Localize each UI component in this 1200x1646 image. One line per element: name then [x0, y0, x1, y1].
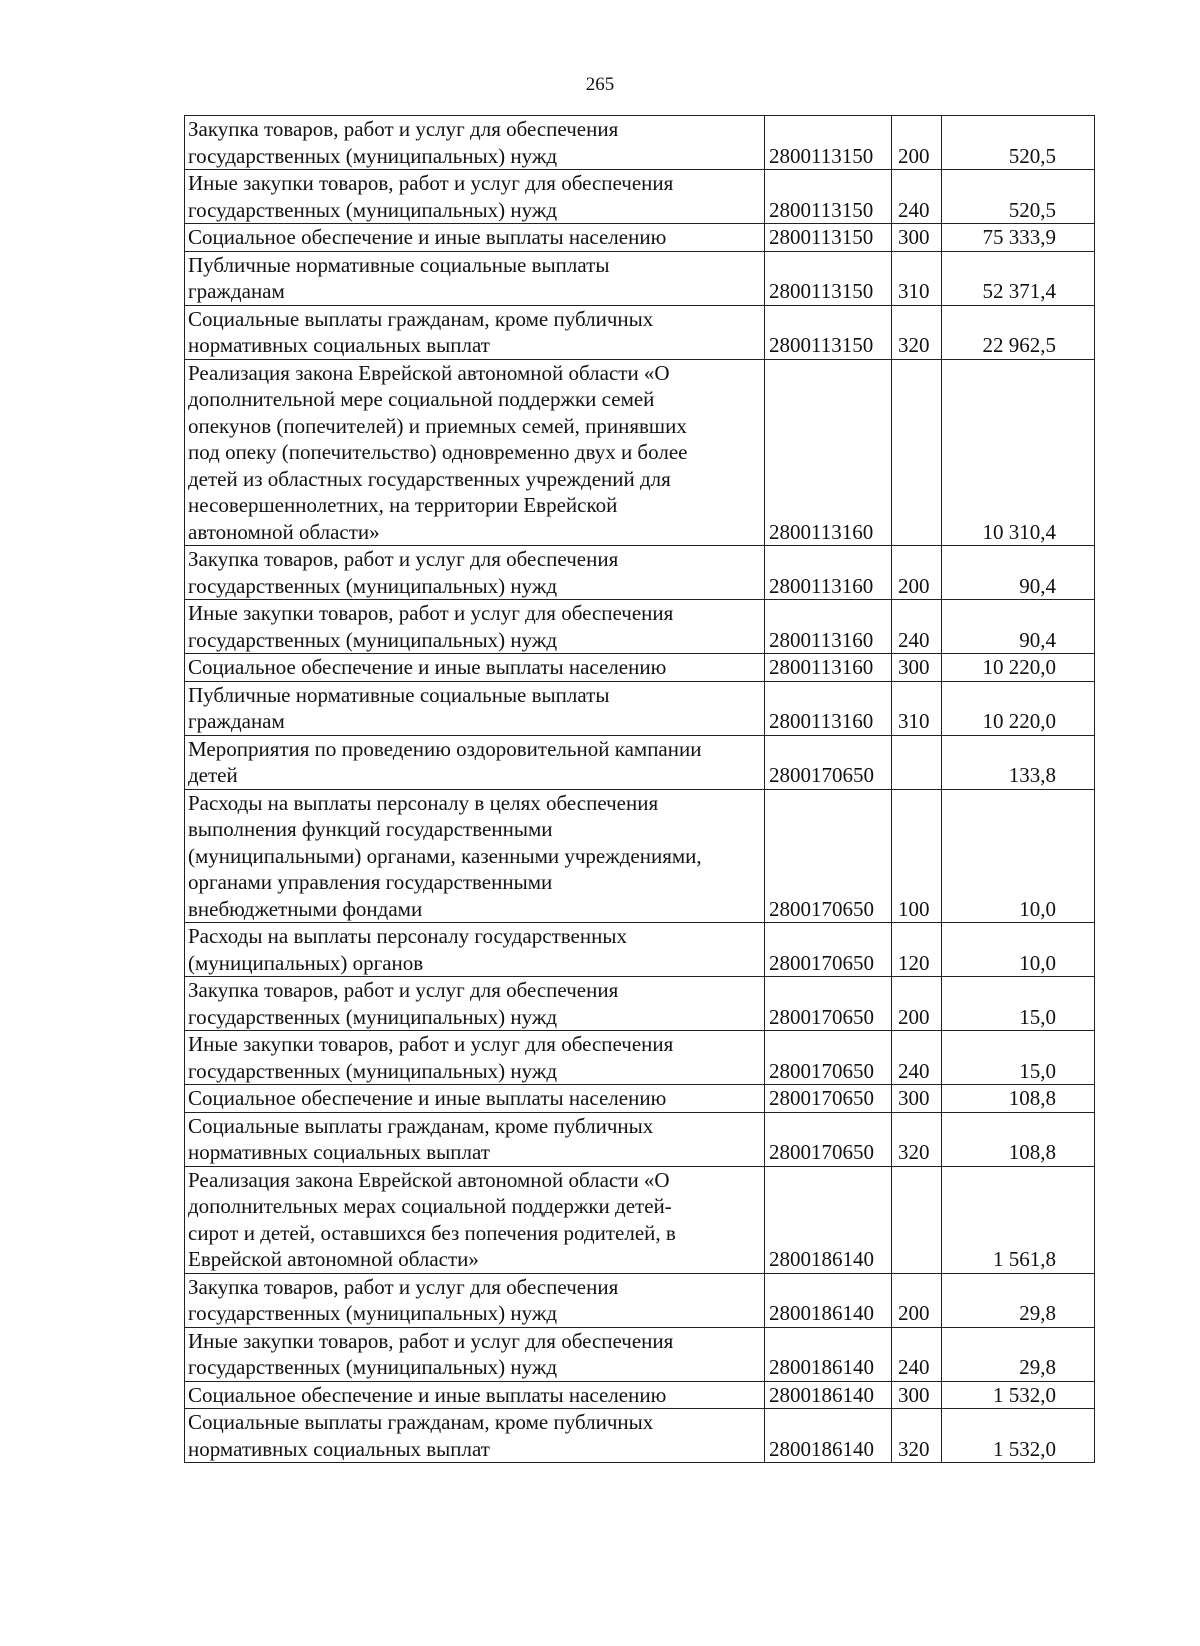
row-amount-cell: 29,8 — [942, 1327, 1095, 1381]
row-amount-cell: 520,5 — [942, 170, 1095, 224]
row-expense-type-cell: 200 — [892, 546, 942, 600]
table-row — [185, 1112, 1095, 1166]
row-name-cell: Иные закупки товаров, работ и услуг для обеспечения государственных (муниципальных) нужд — [185, 1327, 765, 1381]
row-code-cell: 2800113160 — [765, 546, 892, 600]
row-name-cell: Закупка товаров, работ и услуг для обеспечения государственных (муниципальных) нужд — [185, 116, 765, 170]
table-row — [185, 1273, 1095, 1327]
row-code-cell: 2800186140 — [765, 1381, 892, 1409]
row-amount-cell: 10 220,0 — [942, 654, 1095, 682]
table-row — [185, 681, 1095, 735]
row-expense-type-cell: 100 — [892, 789, 942, 923]
row-code-cell: 2800113150 — [765, 224, 892, 252]
table-row — [185, 359, 1095, 546]
budget-table — [184, 115, 1095, 1463]
row-amount-cell: 10 310,4 — [942, 359, 1095, 546]
row-amount-cell: 520,5 — [942, 116, 1095, 170]
row-expense-type-cell: 300 — [892, 654, 942, 682]
row-expense-type-cell: 240 — [892, 1031, 942, 1085]
table-row — [185, 1381, 1095, 1409]
table-row — [185, 1031, 1095, 1085]
row-expense-type-cell: 310 — [892, 251, 942, 305]
row-expense-type-cell: 240 — [892, 170, 942, 224]
row-code-cell: 2800113160 — [765, 359, 892, 546]
table-row — [185, 789, 1095, 923]
row-amount-cell: 15,0 — [942, 977, 1095, 1031]
table-row — [185, 600, 1095, 654]
row-expense-type-cell: 240 — [892, 1327, 942, 1381]
row-amount-cell: 75 333,9 — [942, 224, 1095, 252]
row-expense-type-cell — [892, 1166, 942, 1273]
row-code-cell: 2800113160 — [765, 681, 892, 735]
row-name-cell: Расходы на выплаты персоналу государственных (муниципальных) органов — [185, 923, 765, 977]
row-name-cell: Реализация закона Еврейской автономной области «О дополнительных мерах социальной поддержки детей- сирот и детей, оставшихся без попечения родителей, в Еврейской автономной области» — [185, 1166, 765, 1273]
row-amount-cell: 1 532,0 — [942, 1409, 1095, 1463]
row-code-cell: 2800113150 — [765, 305, 892, 359]
row-expense-type-cell — [892, 359, 942, 546]
row-code-cell: 2800170650 — [765, 1085, 892, 1113]
row-expense-type-cell: 120 — [892, 923, 942, 977]
row-name-cell: Иные закупки товаров, работ и услуг для обеспечения государственных (муниципальных) нужд — [185, 170, 765, 224]
table-row — [185, 116, 1095, 170]
row-name-cell: Публичные нормативные социальные выплаты гражданам — [185, 251, 765, 305]
row-amount-cell: 52 371,4 — [942, 251, 1095, 305]
row-code-cell: 2800186140 — [765, 1273, 892, 1327]
row-expense-type-cell: 200 — [892, 1273, 942, 1327]
row-name-cell: Публичные нормативные социальные выплаты гражданам — [185, 681, 765, 735]
table-row — [185, 1085, 1095, 1113]
row-code-cell: 2800170650 — [765, 789, 892, 923]
row-name-cell: Социальное обеспечение и иные выплаты населению — [185, 1381, 765, 1409]
row-code-cell: 2800113150 — [765, 116, 892, 170]
row-expense-type-cell: 300 — [892, 1381, 942, 1409]
row-amount-cell: 15,0 — [942, 1031, 1095, 1085]
row-code-cell: 2800170650 — [765, 735, 892, 789]
row-name-cell: Социальные выплаты гражданам, кроме публичных нормативных социальных выплат — [185, 1409, 765, 1463]
row-amount-cell: 90,4 — [942, 600, 1095, 654]
row-code-cell: 2800113160 — [765, 654, 892, 682]
row-name-cell: Социальное обеспечение и иные выплаты населению — [185, 224, 765, 252]
table-body — [185, 116, 1095, 1463]
table-row — [185, 251, 1095, 305]
row-code-cell: 2800170650 — [765, 1031, 892, 1085]
table-row — [185, 170, 1095, 224]
row-amount-cell: 1 532,0 — [942, 1381, 1095, 1409]
row-code-cell: 2800186140 — [765, 1166, 892, 1273]
row-amount-cell: 133,8 — [942, 735, 1095, 789]
row-amount-cell: 108,8 — [942, 1112, 1095, 1166]
row-name-cell: Социальные выплаты гражданам, кроме публичных нормативных социальных выплат — [185, 305, 765, 359]
row-name-cell: Расходы на выплаты персоналу в целях обеспечения выполнения функций государственными (муниципальными) органами, казенными учреждениями, органами управления государственными внебюджетными фондами — [185, 789, 765, 923]
table-row — [185, 735, 1095, 789]
row-amount-cell: 108,8 — [942, 1085, 1095, 1113]
row-code-cell: 2800186140 — [765, 1327, 892, 1381]
row-name-cell: Закупка товаров, работ и услуг для обеспечения государственных (муниципальных) нужд — [185, 546, 765, 600]
row-expense-type-cell: 200 — [892, 116, 942, 170]
row-name-cell: Социальные выплаты гражданам, кроме публичных нормативных социальных выплат — [185, 1112, 765, 1166]
row-expense-type-cell: 200 — [892, 977, 942, 1031]
row-expense-type-cell: 240 — [892, 600, 942, 654]
row-expense-type-cell: 300 — [892, 224, 942, 252]
row-name-cell: Реализация закона Еврейской автономной области «О дополнительной мере социальной поддержки семей опекунов (попечителей) и приемных семей, принявших под опеку (попечительство) одновременно двух и более детей из областных государственных учреждений для несовершеннолетних, на территории Еврейской автономной области» — [185, 359, 765, 546]
table-row — [185, 923, 1095, 977]
row-code-cell: 2800186140 — [765, 1409, 892, 1463]
row-expense-type-cell: 300 — [892, 1085, 942, 1113]
table-row — [185, 305, 1095, 359]
row-amount-cell: 29,8 — [942, 1273, 1095, 1327]
row-name-cell: Закупка товаров, работ и услуг для обеспечения государственных (муниципальных) нужд — [185, 977, 765, 1031]
table-row — [185, 546, 1095, 600]
row-code-cell: 2800170650 — [765, 1112, 892, 1166]
table-row — [185, 1327, 1095, 1381]
table-row — [185, 977, 1095, 1031]
table-row — [185, 224, 1095, 252]
row-name-cell: Иные закупки товаров, работ и услуг для обеспечения государственных (муниципальных) нужд — [185, 600, 765, 654]
row-amount-cell: 10,0 — [942, 923, 1095, 977]
table-row — [185, 1166, 1095, 1273]
row-expense-type-cell: 310 — [892, 681, 942, 735]
row-amount-cell: 10,0 — [942, 789, 1095, 923]
row-amount-cell: 90,4 — [942, 546, 1095, 600]
row-code-cell: 2800113150 — [765, 170, 892, 224]
page-number: 265 — [585, 74, 615, 95]
row-expense-type-cell: 320 — [892, 1112, 942, 1166]
row-code-cell: 2800170650 — [765, 977, 892, 1031]
row-name-cell: Иные закупки товаров, работ и услуг для обеспечения государственных (муниципальных) нужд — [185, 1031, 765, 1085]
row-name-cell: Социальное обеспечение и иные выплаты населению — [185, 654, 765, 682]
row-name-cell: Социальное обеспечение и иные выплаты населению — [185, 1085, 765, 1113]
row-amount-cell: 1 561,8 — [942, 1166, 1095, 1273]
row-amount-cell: 22 962,5 — [942, 305, 1095, 359]
row-code-cell: 2800113160 — [765, 600, 892, 654]
row-code-cell: 2800170650 — [765, 923, 892, 977]
row-name-cell: Закупка товаров, работ и услуг для обеспечения государственных (муниципальных) нужд — [185, 1273, 765, 1327]
row-expense-type-cell — [892, 735, 942, 789]
row-amount-cell: 10 220,0 — [942, 681, 1095, 735]
row-code-cell: 2800113150 — [765, 251, 892, 305]
row-name-cell: Мероприятия по проведению оздоровительной кампании детей — [185, 735, 765, 789]
row-expense-type-cell: 320 — [892, 305, 942, 359]
table-row — [185, 654, 1095, 682]
table-row — [185, 1409, 1095, 1463]
row-expense-type-cell: 320 — [892, 1409, 942, 1463]
